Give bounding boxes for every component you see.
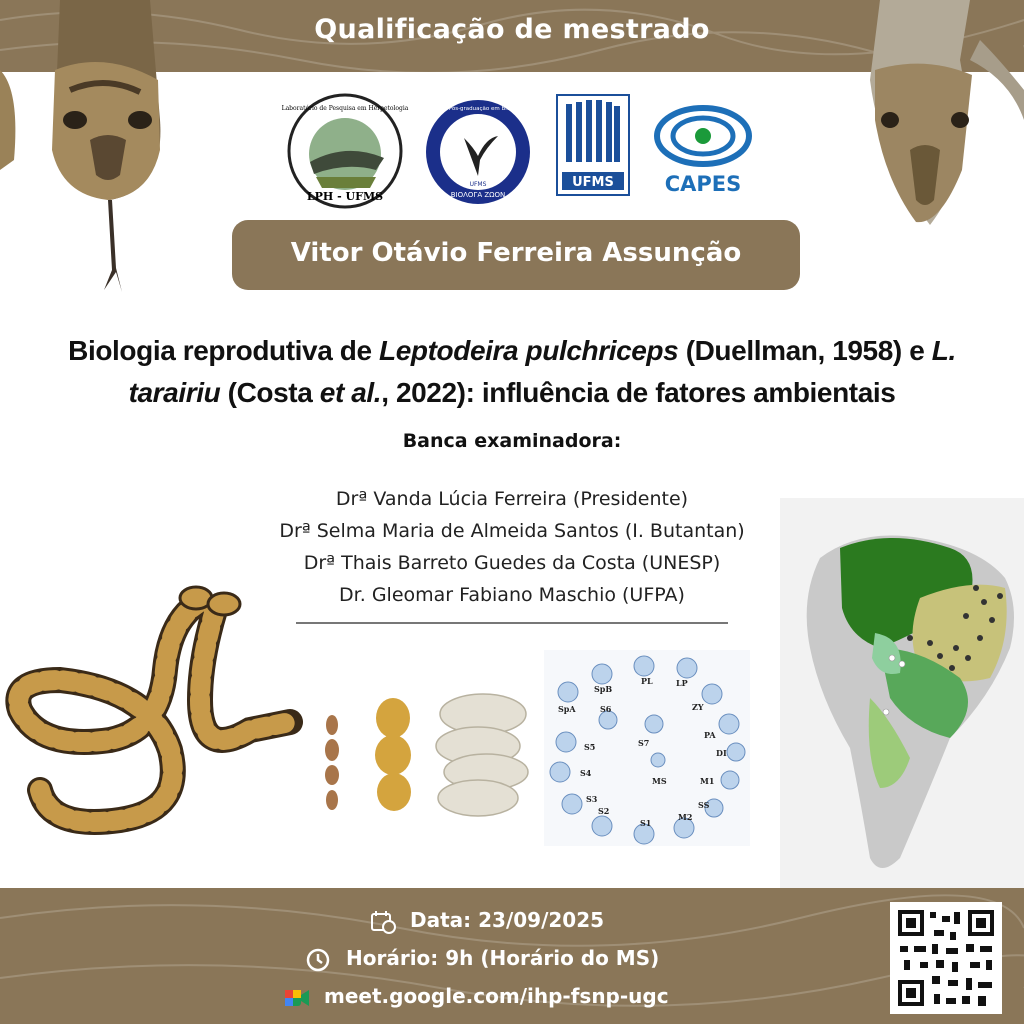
biologia-animal-logo-arc-text: Programa de Pós-graduação em Biologia Animal: [411, 106, 545, 112]
time-row: [306, 946, 766, 972]
capes-logo: [648, 98, 758, 198]
time-text: Horário: 9h (Horário do MS): [346, 946, 660, 970]
cycle-label: S4: [580, 768, 592, 778]
date-row: [370, 908, 830, 934]
committee-member: Drª Vanda Lúcia Ferreira (Presidente): [335, 488, 689, 510]
title-part: (Costa: [220, 377, 320, 408]
cycle-label: DI: [716, 748, 727, 758]
title-species-2-genus: L.: [931, 335, 956, 366]
date-text: Data: 23/09/2025: [410, 908, 605, 932]
cycle-label: PL: [641, 676, 653, 686]
ufms-logo-label: UFMS: [572, 175, 614, 190]
title-species-1: Leptodeira pulchriceps: [379, 335, 679, 366]
cycle-label: SpA: [558, 704, 576, 714]
lph-ufms-logo: [281, 92, 409, 210]
title-part: (Duellman, 1958) e: [678, 335, 932, 366]
committee-heading: Banca examinadora:: [402, 430, 622, 452]
committee-member: Dr. Gleomar Fabiano Maschio (UFPA): [339, 584, 685, 606]
qr-code[interactable]: [890, 902, 1002, 1014]
presenter-name: Vitor Otávio Ferreira Assunção: [290, 238, 742, 268]
title-species-2-epithet: tarairiu: [128, 377, 221, 408]
cycle-label: S7: [638, 738, 650, 748]
meeting-link[interactable]: meet.google.com/ihp-fsnp-ugc: [324, 984, 669, 1008]
lph-ufms-logo-label: LPH - UFMS: [306, 190, 384, 203]
snake-head-photo-left: [0, 0, 200, 300]
ufms-logo: [556, 94, 630, 196]
clock-icon: [306, 948, 332, 972]
event-type-title: Qualificação de mestrado: [314, 14, 710, 45]
cycle-label: S6: [600, 704, 612, 714]
thesis-title: [48, 330, 976, 414]
cycle-label: S3: [586, 794, 598, 804]
spermatogenic-cycle-figure: [544, 650, 750, 846]
cycle-label: S1: [640, 818, 652, 828]
south-america-distribution-map: [780, 498, 1024, 888]
committee-member: Drª Thais Barreto Guedes da Costa (UNESP): [303, 552, 721, 574]
cycle-label: SpB: [594, 684, 613, 694]
snake-illustration: [0, 580, 300, 850]
lph-ufms-logo-arc-text: Laboratório de Pesquisa em Herpetologia: [281, 105, 409, 112]
cycle-label: PA: [704, 730, 716, 740]
cycle-label: ZY: [692, 702, 704, 712]
biologia-animal-logo-small: UFMS: [469, 181, 487, 188]
title-et-al: et al.: [319, 377, 382, 408]
biologia-animal-program-logo: [411, 98, 545, 206]
google-meet-icon: [284, 986, 310, 1010]
cycle-label: MS: [652, 776, 667, 786]
title-part: Biologia reprodutiva de: [68, 335, 380, 366]
eggs-photo: [318, 690, 538, 820]
cycle-label: S2: [598, 806, 610, 816]
cycle-label: M1: [700, 776, 715, 786]
cycle-label: SS: [698, 800, 710, 810]
snake-head-photo-right: [850, 0, 1024, 230]
committee-member: Drª Selma Maria de Almeida Santos (I. Butantan): [279, 520, 745, 542]
meeting-link-row[interactable]: [284, 984, 744, 1010]
capes-logo-label: CAPES: [664, 172, 742, 196]
calendar-clock-icon: [370, 910, 396, 934]
title-part: , 2022): influência de fatores ambientais: [381, 377, 896, 408]
cycle-label: M2: [678, 812, 693, 822]
committee-divider: [296, 622, 728, 624]
biologia-animal-logo-label: ΒΙΟΛΟΓΑ ΖΩΟΝ: [450, 191, 506, 199]
cycle-label: S5: [584, 742, 596, 752]
cycle-label: LP: [676, 678, 688, 688]
